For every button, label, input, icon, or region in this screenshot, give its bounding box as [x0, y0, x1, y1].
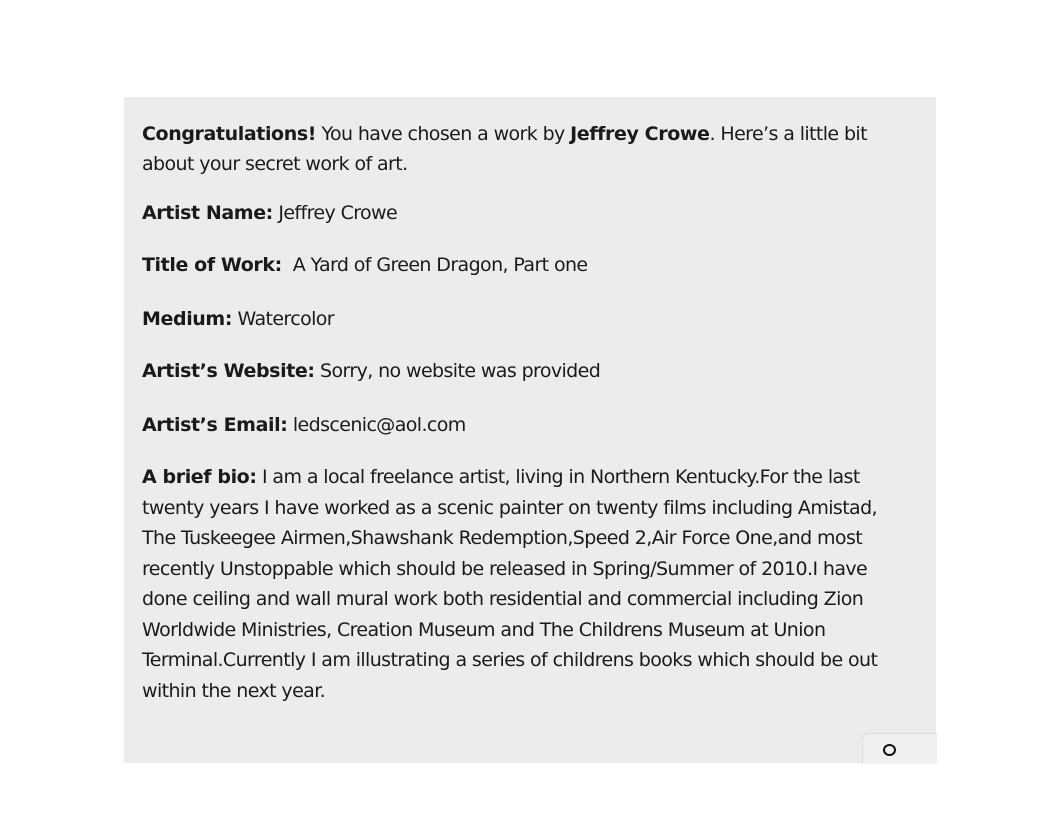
field-medium: Medium: Watercolor	[142, 308, 335, 330]
corner-tab	[862, 733, 937, 764]
field-email: Artist’s Email: ledscenic@aol.com	[142, 414, 466, 436]
intro-paragraph: Congratulations! You have chosen a work by Jeffrey Crowe. Here’s a little bit about your secret work of art.	[142, 123, 867, 175]
field-artist-name: Artist Name: Jeffrey Crowe	[142, 202, 398, 224]
field-bio: A brief bio: I am a local freelance artist, living in Northern Kentucky.For the last twenty years I have worked as a scenic painter on twenty films including Amistad, The Tuskeegee Airmen,Shawshank Redemption,Speed 2,Air Force One,and most recently Unstoppable which should be released in Spring/Summer of 2010.I have done ceiling and wall mural work both residential and commercial including Zion Worldwide Ministries, Creation Museum and The Childrens Museum at Union Terminal.Currently I am illustrating a series of childrens books which should be out within the next year.	[142, 466, 878, 702]
artist-info-card	[124, 97, 936, 763]
circle-icon	[883, 744, 896, 756]
field-website: Artist’s Website: Sorry, no website was provided	[142, 360, 601, 382]
intro-artist: Jeffrey Crowe	[570, 123, 710, 145]
field-title-of-work: Title of Work: A Yard of Green Dragon, Part one	[142, 254, 588, 276]
intro-label: Congratulations!	[142, 123, 317, 145]
